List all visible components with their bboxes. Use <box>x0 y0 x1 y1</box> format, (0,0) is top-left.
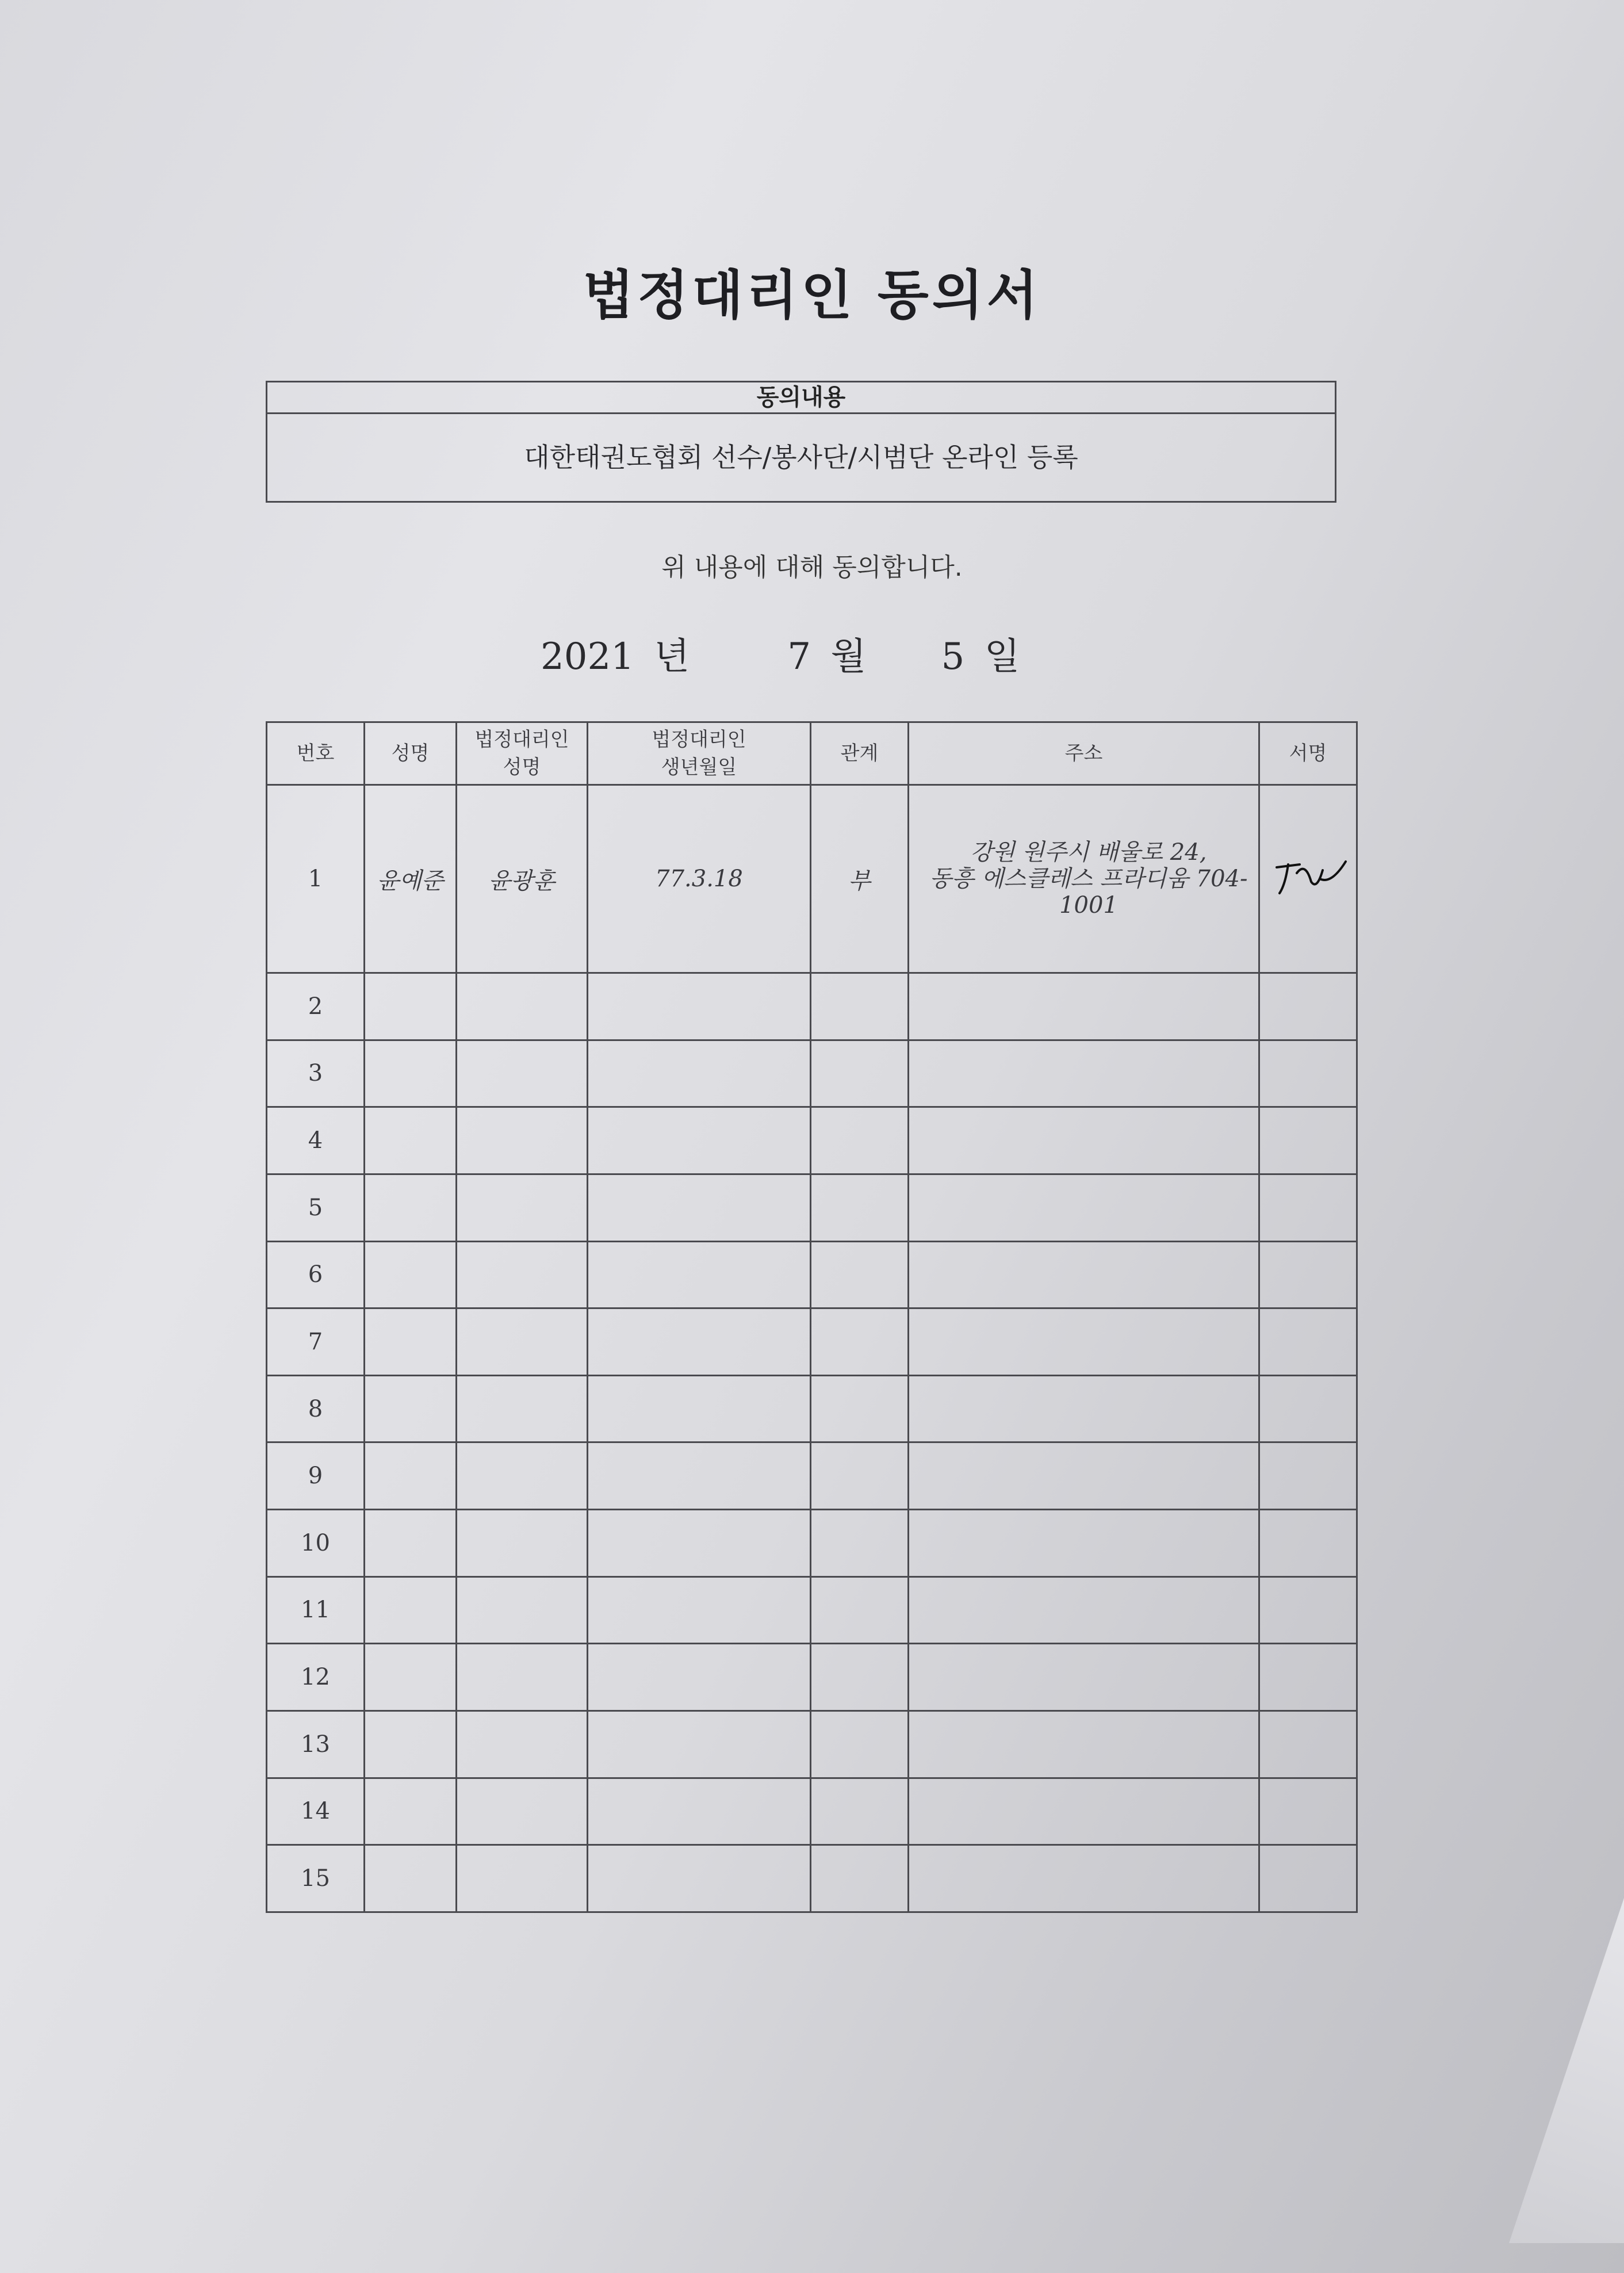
cell-guardian-birth: 77.3.18 <box>588 785 811 973</box>
cell-guardian-name <box>457 1442 588 1510</box>
cell-signature <box>1259 1576 1357 1644</box>
cell-name <box>365 973 457 1040</box>
cell-relation <box>811 1711 909 1778</box>
cell-signature <box>1259 1510 1357 1577</box>
cell-relation: 부 <box>811 785 909 973</box>
cell-address <box>909 1510 1259 1577</box>
cell-signature <box>1259 1040 1357 1107</box>
cell-guardian-name: 윤광훈 <box>457 785 588 973</box>
cell-relation <box>811 1308 909 1376</box>
cell-number: 11 <box>267 1576 365 1644</box>
cell-guardian-birth <box>588 1241 811 1308</box>
cell-guardian-birth <box>588 1375 811 1442</box>
cell-signature <box>1259 973 1357 1040</box>
cell-number: 4 <box>267 1107 365 1174</box>
cell-guardian-name <box>457 1576 588 1644</box>
cell-guardian-birth <box>588 973 811 1040</box>
cell-name <box>365 1375 457 1442</box>
cell-guardian-birth <box>588 1510 811 1577</box>
cell-relation <box>811 1576 909 1644</box>
agree-statement: 위 내용에 대해 동의합니다. <box>661 553 963 582</box>
header-name: 성명 <box>365 722 457 785</box>
cell-relation <box>811 1644 909 1711</box>
cell-guardian-name <box>457 1510 588 1577</box>
cell-guardian-name <box>457 1241 588 1308</box>
cell-name <box>365 1711 457 1778</box>
cell-name <box>365 1107 457 1174</box>
cell-number: 13 <box>267 1711 365 1778</box>
cell-address <box>909 1442 1259 1510</box>
date-day: 5 <box>941 636 965 678</box>
cell-name <box>365 1241 457 1308</box>
cell-signature <box>1259 1711 1357 1778</box>
cell-name <box>365 1576 457 1644</box>
cell-relation <box>811 1375 909 1442</box>
cell-signature <box>1259 1442 1357 1510</box>
date-month-label: 월 <box>830 636 867 678</box>
cell-signature <box>1259 1375 1357 1442</box>
cell-guardian-birth <box>588 1442 811 1510</box>
document-title: 법정대리인 동의서 <box>583 265 1041 326</box>
date-day-label: 일 <box>984 636 1020 678</box>
header-number: 번호 <box>267 722 365 785</box>
cell-number: 10 <box>267 1510 365 1577</box>
cell-guardian-name <box>457 1107 588 1174</box>
table-row <box>267 973 1357 1040</box>
date-line <box>541 627 1020 680</box>
cell-guardian-name <box>457 1308 588 1376</box>
cell-address <box>909 1040 1259 1107</box>
table-row <box>267 1174 1357 1241</box>
cell-number: 12 <box>267 1644 365 1711</box>
cell-name <box>365 1040 457 1107</box>
cell-address <box>909 1644 1259 1711</box>
cell-relation <box>811 1510 909 1577</box>
cell-guardian-birth <box>588 1778 811 1845</box>
cell-address: 강원 원주시 배울로 24, 동흥 에스클레스 프라디움 704-1001 <box>909 785 1259 973</box>
cell-name <box>365 1174 457 1241</box>
cell-guardian-name <box>457 1845 588 1912</box>
cell-relation <box>811 1040 909 1107</box>
cell-signature <box>1259 1845 1357 1912</box>
cell-guardian-name <box>457 1711 588 1778</box>
cell-signature <box>1259 1778 1357 1845</box>
cell-guardian-birth <box>588 1576 811 1644</box>
signature-mark <box>1265 850 1351 902</box>
consent-text: 대한태권도협회 선수/봉사단/시범단 온라인 등록 <box>524 442 1078 473</box>
cell-number: 14 <box>267 1778 365 1845</box>
table-row <box>267 1241 1357 1308</box>
cell-address <box>909 1711 1259 1778</box>
cell-name: 윤예준 <box>365 785 457 973</box>
cell-signature <box>1259 1241 1357 1308</box>
cell-relation <box>811 1778 909 1845</box>
cell-number: 5 <box>267 1174 365 1241</box>
table-row <box>267 1576 1357 1644</box>
cell-relation <box>811 1442 909 1510</box>
cell-relation <box>811 1107 909 1174</box>
cell-relation <box>811 1174 909 1241</box>
cell-number: 6 <box>267 1241 365 1308</box>
cell-signature <box>1259 785 1357 973</box>
table-row <box>267 1778 1357 1845</box>
cell-number: 3 <box>267 1040 365 1107</box>
header-address: 주소 <box>909 722 1259 785</box>
header-relation: 관계 <box>811 722 909 785</box>
table-row <box>267 1442 1357 1510</box>
cell-signature <box>1259 1644 1357 1711</box>
cell-guardian-birth <box>588 1845 811 1912</box>
cell-guardian-birth <box>588 1174 811 1241</box>
cell-number: 1 <box>267 785 365 973</box>
table-row <box>267 1845 1357 1912</box>
guardian-table <box>266 721 1358 1913</box>
cell-address <box>909 1241 1259 1308</box>
header-guardian-birth: 법정대리인 생년월일 <box>588 722 811 785</box>
cell-name <box>365 1442 457 1510</box>
cell-signature <box>1259 1174 1357 1241</box>
consent-box <box>266 381 1336 503</box>
table-row <box>267 785 1357 973</box>
table-row <box>267 1375 1357 1442</box>
cell-guardian-name <box>457 973 588 1040</box>
cell-guardian-birth <box>588 1040 811 1107</box>
cell-name <box>365 1644 457 1711</box>
cell-number: 15 <box>267 1845 365 1912</box>
cell-address <box>909 1308 1259 1376</box>
cell-name <box>365 1308 457 1376</box>
table-row <box>267 1107 1357 1174</box>
table-row <box>267 1040 1357 1107</box>
cell-guardian-birth <box>588 1308 811 1376</box>
table-row <box>267 1308 1357 1376</box>
date-year-label: 년 <box>654 636 690 678</box>
cell-guardian-birth <box>588 1711 811 1778</box>
table-row <box>267 1510 1357 1577</box>
cell-number: 7 <box>267 1308 365 1376</box>
cell-address <box>909 973 1259 1040</box>
cell-guardian-name <box>457 1644 588 1711</box>
cell-guardian-birth <box>588 1644 811 1711</box>
cell-address <box>909 1576 1259 1644</box>
cell-number: 8 <box>267 1375 365 1442</box>
cell-number: 2 <box>267 973 365 1040</box>
cell-guardian-name <box>457 1778 588 1845</box>
cell-number: 9 <box>267 1442 365 1510</box>
header-guardian-name: 법정대리인 성명 <box>457 722 588 785</box>
cell-relation <box>811 1241 909 1308</box>
table-row <box>267 1644 1357 1711</box>
cell-relation <box>811 973 909 1040</box>
cell-guardian-name <box>457 1375 588 1442</box>
cell-name <box>365 1778 457 1845</box>
cell-address <box>909 1174 1259 1241</box>
table-row <box>267 1711 1357 1778</box>
cell-address <box>909 1845 1259 1912</box>
header-signature: 서명 <box>1259 722 1357 785</box>
cell-guardian-birth <box>588 1107 811 1174</box>
cell-guardian-name <box>457 1174 588 1241</box>
date-year: 2021 <box>541 636 634 678</box>
cell-name <box>365 1510 457 1577</box>
cell-signature <box>1259 1308 1357 1376</box>
date-month: 7 <box>787 636 811 678</box>
table-header-row <box>267 722 1357 785</box>
cell-address <box>909 1375 1259 1442</box>
cell-relation <box>811 1845 909 1912</box>
cell-address <box>909 1107 1259 1174</box>
cell-address <box>909 1778 1259 1845</box>
cell-signature <box>1259 1107 1357 1174</box>
consent-header: 동의내용 <box>267 382 1335 414</box>
cell-name <box>365 1845 457 1912</box>
cell-guardian-name <box>457 1040 588 1107</box>
